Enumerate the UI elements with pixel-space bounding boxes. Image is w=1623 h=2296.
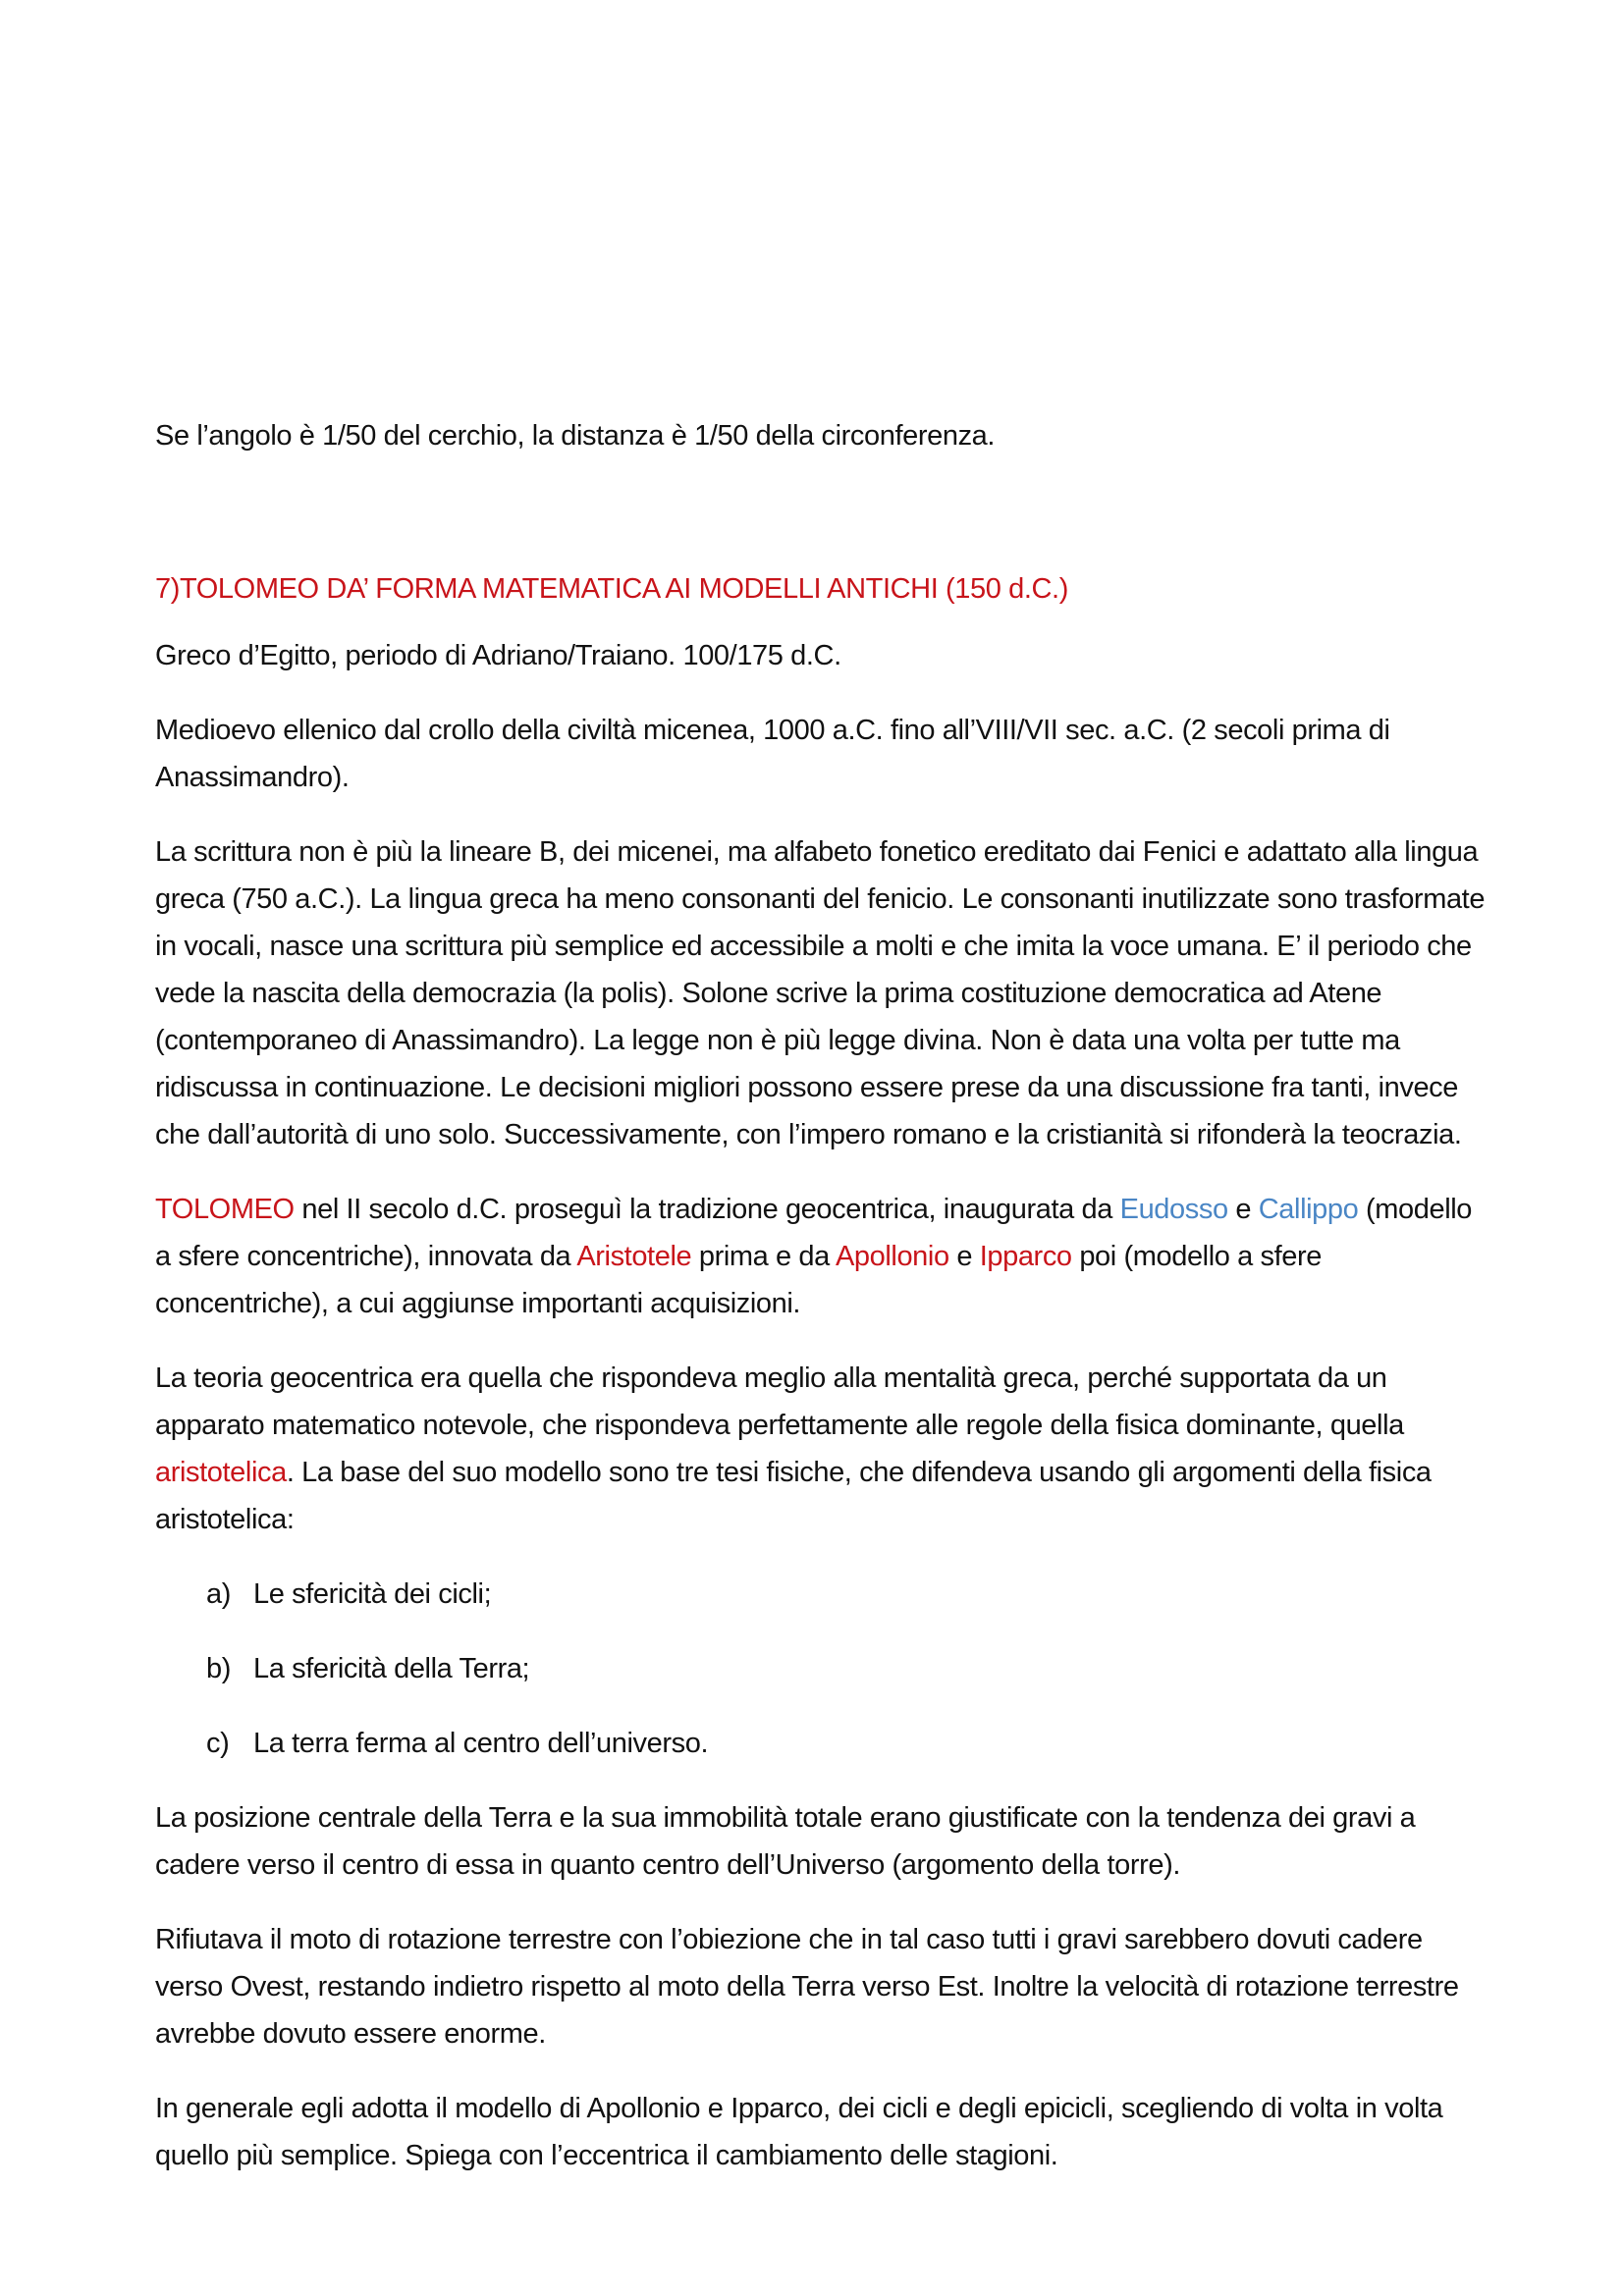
paragraph-modello: In generale egli adotta il modello di Apollonio e Ipparco, dei cicli e degli epicicli, scegliendo di volta in volta quello più semplice. Spiega con l’eccentrica il cambiamento delle stagioni.: [155, 2093, 1443, 2171]
paragraph-tolomeo: [155, 1186, 1490, 1327]
list-item-text: Le sfericità dei cicli;: [253, 1578, 492, 1610]
paragraph-medioevo: Medioevo ellenico dal crollo della civiltà micenea, 1000 a.C. fino all’VIII/VII sec. a.C. (2 secoli prima di Anassimandro).: [155, 715, 1390, 793]
section-heading: 7)TOLOMEO DA’ FORMA MATEMATICA AI MODELLI ANTICHI (150 d.C.): [155, 573, 1068, 605]
text-segment: La teoria geocentrica era quella che rispondeva meglio alla mentalità greca, perché supportata da un apparato matematico notevole, che rispondeva perfettamente alle regole della fisica dominante, quella: [155, 1362, 1404, 1441]
paragraph-teoria: [155, 1355, 1490, 1543]
list-item: [155, 1571, 1490, 1618]
name-tolomeo: TOLOMEO: [155, 1194, 295, 1225]
text-segment: e: [1227, 1194, 1259, 1225]
paragraph-posizione: La posizione centrale della Terra e la sua immobilità totale erano giustificate con la tendenza dei gravi a cadere verso il centro di essa in quanto centro dell’Universo (argomento della torre).: [155, 1802, 1416, 1881]
list-item-text: La terra ferma al centro dell’universo.: [253, 1728, 709, 1759]
text-segment: prima e da: [691, 1241, 836, 1272]
name-ipparco: Ipparco: [979, 1241, 1072, 1272]
document-page: [155, 412, 1490, 2207]
text-segment: (modello a sfere concentriche), innovata da: [155, 1194, 1473, 1272]
name-apollonio: Apollonio: [835, 1241, 949, 1272]
name-callippo: Callippo: [1258, 1194, 1359, 1225]
thesis-list: [155, 1571, 1490, 1767]
text-segment: nel II secolo d.C. proseguì la tradizione geocentrica, inaugurata da: [294, 1194, 1120, 1225]
paragraph-rotazione: Rifiutava il moto di rotazione terrestre con l’obiezione che in tal caso tutti i gravi sarebbero dovuti cadere verso Ovest, restando indietro rispetto al moto della Terra verso Est. Inoltre la velocità di rotazione terrestre avrebbe dovuto essere enorme.: [155, 1924, 1459, 2050]
list-marker: c): [206, 1728, 230, 1759]
text-segment: . La base del suo modello sono tre tesi fisiche, che difendeva usando gli argomenti della fisica aristotelica:: [155, 1457, 1432, 1535]
term-aristotelica: aristotelica: [155, 1457, 287, 1488]
text-segment: e: [948, 1241, 980, 1272]
list-item: [155, 1645, 1490, 1692]
list-item-text: La sfericità della Terra;: [253, 1653, 530, 1684]
name-aristotele: Aristotele: [576, 1241, 692, 1272]
list-item: [155, 1720, 1490, 1767]
text-segment: poi (modello a sfere concentriche), a cui aggiunse importanti acquisizioni.: [155, 1241, 1322, 1319]
paragraph-origin: Greco d’Egitto, periodo di Adriano/Traiano. 100/175 d.C.: [155, 640, 841, 671]
paragraph-scrittura: La scrittura non è più la lineare B, dei micenei, ma alfabeto fonetico ereditato dai Fenici e adattato alla lingua greca (750 a.C.). La lingua greca ha meno consonanti del fenicio. Le consonanti inutilizzate sono trasformate in vocali, nasce una scrittura più semplice ed accessibile a molti e che imita la voce umana. E’ il periodo che vede la nascita della democrazia (la polis). Solone scrive la prima costituzione democratica ad Atene (contemporaneo di Anassimandro). La legge non è più legge divina. Non è data una volta per tutte ma ridiscussa in continuazione. Le decisioni migliori possono essere prese da una discussione fra tanti, invece che dall’autorità di uno solo. Successivamente, con l’impero romano e la cristianità si rifonderà la teocrazia.: [155, 836, 1486, 1150]
list-marker: b): [206, 1653, 231, 1684]
intro-line: Se l’angolo è 1/50 del cerchio, la distanza è 1/50 della circonferenza.: [155, 420, 996, 452]
list-marker: a): [206, 1578, 231, 1610]
name-eudosso: Eudosso: [1119, 1194, 1228, 1225]
